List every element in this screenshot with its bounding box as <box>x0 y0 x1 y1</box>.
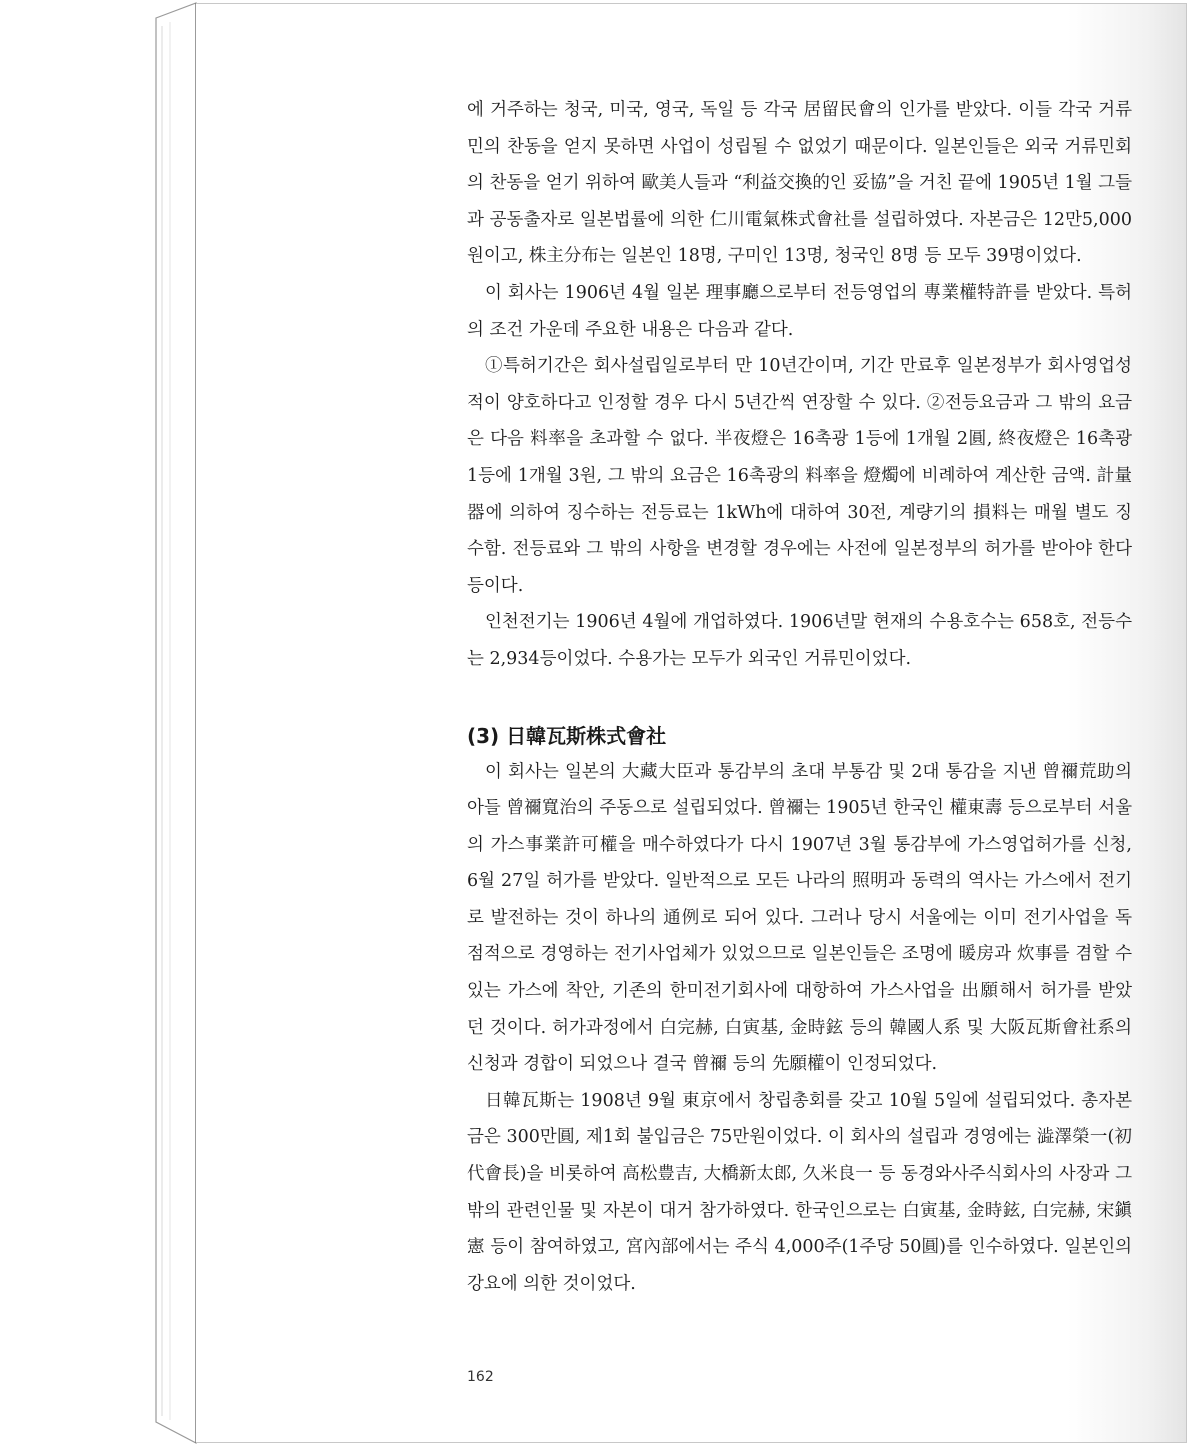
paragraph: 인천전기는 1906년 4월에 개업하였다. 1906년말 현재의 수용호수는 658호, 전등수는 2,934등이었다. 수용가는 모두가 외국인 거류민이었다. <box>467 612 1132 669</box>
paragraph: 이 회사는 1906년 4월 일본 理事廳으로부터 전등영업의 專業權特許를 받았다. 특허의 조건 가운데 주요한 내용은 다음과 같다. <box>467 282 1132 340</box>
body-text <box>467 92 1132 1302</box>
section-heading: (3) 日韓瓦斯株式會社 <box>467 723 667 748</box>
paragraph: 이 회사는 일본의 大藏大臣과 통감부의 초대 부통감 및 2대 통감을 지낸 曾禰荒助의 아들 曾禰寬治의 주동으로 설립되었다. 曾禰는 1905년 한국인 權東壽 등으로부터 서울의 가스事業許可權을 매수하였다가 다시 1907년 3월 통감부에 가스영업허가를 신청, 6월 27일 허가를 받았다. 일반적으로 모든 나라의 照明과 동력의 역사는 가스에서 전기로 발전하는 것이 하나의 通例로 되어 있다. 그러나 당시 서울에는 이미 전기사업을 독점적으로 경영하는 전기사업체가 있었으므로 일본인들은 조명에 暖房과 炊事를 겸할 수 있는 가스에 착안, 기존의 한미전기회사에 대항하여 가스사업을 出願해서 허가를 받았던 것이다. 허가과정에서 白完赫, 白寅基, 金時鉉 등의 韓國人系 및 大阪瓦斯會社系의 신청과 경합이 되었으나 결국 曾禰 등의 先願權이 인정되었다. <box>467 761 1132 1075</box>
paragraph: ①특허기간은 회사설립일로부터 만 10년간이며, 기간 만료후 일본정부가 회사영업성적이 양호하다고 인정할 경우 다시 5년간씩 연장할 수 있다. ②전등요금과 그 밖의 요금은 다음 料率을 초과할 수 없다. 半夜燈은 16촉광 1등에 1개월 2圓, 終夜燈은 16촉광 1등에 1개월 3원, 그 밖의 요금은 16촉광의 料率을 燈燭에 비례하여 계산한 금액. 計量器에 의하여 징수하는 전등료는 1kWh에 대하여 30전, 계량기의 損料는 매월 별도 징수함. 전등료와 그 밖의 사항을 변경할 경우에는 사전에 일본정부의 허가를 받아야 한다 등이다. <box>467 356 1132 596</box>
page-number: 162 <box>467 1369 494 1385</box>
paragraph: 日韓瓦斯는 1908년 9월 東京에서 창립총회를 갖고 10월 5일에 설립되었다. 총자본금은 300만圓, 제1회 불입금은 75만원이었다. 이 회사의 설립과 경영에는 澁澤榮一(初代會長)을 비롯하여 高松豊吉, 大橋新太郎, 久米良一 등 동경와사주식회사의 사장과 그 밖의 관련인물 및 자본이 대거 참가하였다. 한국인으로는 白寅基, 金時鉉, 白完赫, 宋鎭憲 등이 참여하였고, 宮內部에서는 주식 4,000주(1주당 50圓)를 인수하였다. 일본인의 강요에 의한 것이었다. <box>467 1090 1132 1294</box>
paragraph: 에 거주하는 청국, 미국, 영국, 독일 등 각국 居留民會의 인가를 받았다. 이들 각국 거류민의 찬동을 얻지 못하면 사업이 성립될 수 없었기 때문이다. 일본인들은 외국 거류민회의 찬동을 얻기 위하여 歐美人들과 “利益交換的인 妥協”을 거친 끝에 1905년 1월 그들과 공동출자로 일본법률에 의한 仁川電氣株式會社를 설립하였다. 자본금은 12만5,000원이고, 株主分布는 일본인 18명, 구미인 13명, 청국인 8명 등 모두 39명이었다. <box>467 100 1132 267</box>
